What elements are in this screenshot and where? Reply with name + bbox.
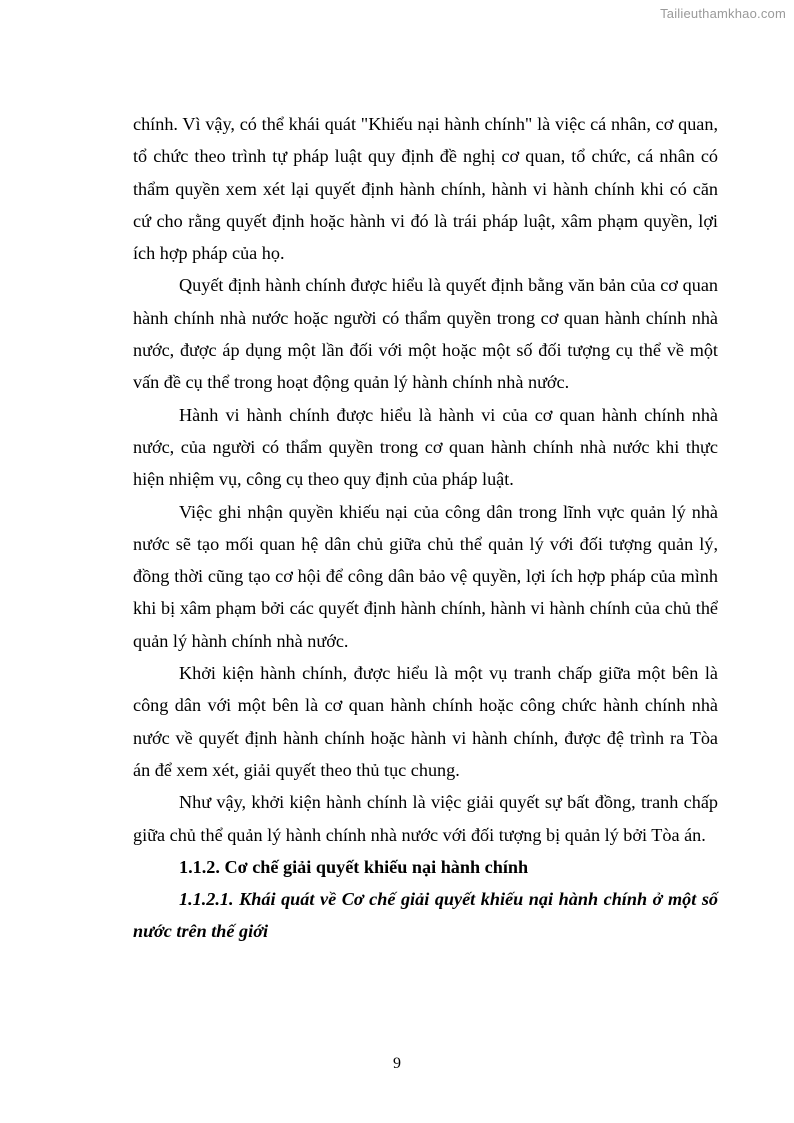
subsection-heading: 1.1.2.1. Khái quát về Cơ chế giải quyết khiếu nại hành chính ở một số nước trên thế giới <box>133 889 718 942</box>
paragraph-administrative-act: Hành vi hành chính được hiểu là hành vi của cơ quan hành chính nhà nước, của người có thẩm quyền trong cơ quan hành chính nhà nước khi thực hiện nhiệm vụ, công cụ theo quy định của pháp luật. <box>133 404 718 490</box>
paragraph-conclusion: Như vậy, khởi kiện hành chính là việc giải quyết sự bất đồng, tranh chấp giữa chủ thể quản lý hành chính nhà nước với đối tượng bị quản lý bởi Tòa án. <box>133 792 718 845</box>
paragraph-administrative-lawsuit: Khởi kiện hành chính, được hiểu là một vụ tranh chấp giữa một bên là công dân với một bên là cơ quan hành chính hoặc công chức hành chính nhà nước về quyết định hành chính hoặc hành vi hành chính, được đệ trình ra Tòa án để xem xét, giải quyết theo thủ tục chung. <box>133 663 718 780</box>
paragraph-continuation: chính. Vì vậy, có thể khái quát "Khiếu nại hành chính" là việc cá nhân, cơ quan, tổ chức theo trình tự pháp luật quy định đề nghị cơ quan, tổ chức, cá nhân có thẩm quyền xem xét lại quyết định hành chính, hành vi hành chính khi có căn cứ cho rằng quyết định hoặc hành vi đó là trái pháp luật, xâm phạm quyền, lợi ích hợp pháp của họ. <box>133 114 718 264</box>
section-heading: 1.1.2. Cơ chế giải quyết khiếu nại hành chính <box>179 856 529 877</box>
page-number: 9 <box>393 1055 401 1072</box>
paragraph-complaint-right: Việc ghi nhận quyền khiếu nại của công dân trong lĩnh vực quản lý nhà nước sẽ tạo mối quan hệ dân chủ giữa chủ thể quản lý với đối tượng quản lý, đồng thời cũng tạo cơ hội để công dân bảo vệ quyền, lợi ích hợp pháp của mình khi bị xâm phạm bởi các quyết định hành chính, hành vi hành chính của chủ thể quản lý hành chính nhà nước. <box>133 501 718 651</box>
paragraph-administrative-decision: Quyết định hành chính được hiểu là quyết định bằng văn bản của cơ quan hành chính nhà nước hoặc người có thẩm quyền trong cơ quan hành chính nhà nước, được áp dụng một lần đối với một hoặc một số đối tượng cụ thể về một vấn đề cụ thể trong hoạt động quản lý hành chính nhà nước. <box>133 275 718 393</box>
watermark: Tailieuthamkhao.com <box>660 6 786 21</box>
document-body <box>133 108 718 948</box>
